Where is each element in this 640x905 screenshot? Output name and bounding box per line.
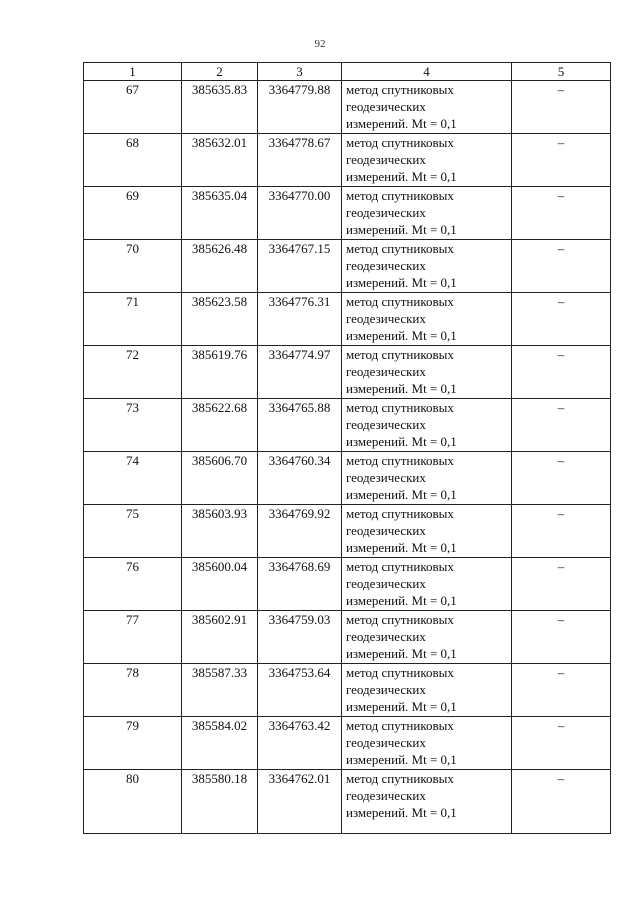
point-number-cell: 68 — [84, 134, 182, 187]
table-row — [84, 664, 611, 717]
note-cell: – — [512, 717, 611, 770]
x-coordinate-cell: 385602.91 — [182, 611, 258, 664]
note-cell: – — [512, 187, 611, 240]
method-cell — [342, 611, 512, 664]
method-line-3: измерений. Mt = 0,1 — [346, 487, 457, 502]
x-coordinate-cell: 385580.18 — [182, 770, 258, 834]
table-row — [84, 770, 611, 834]
method-line-1: метод спутниковых — [346, 612, 454, 627]
header-row — [84, 63, 611, 81]
point-number-cell: 79 — [84, 717, 182, 770]
method-line-2: геодезических — [346, 364, 426, 379]
method-line-3: измерений. Mt = 0,1 — [346, 116, 457, 131]
table-row — [84, 187, 611, 240]
table-row — [84, 346, 611, 399]
method-line-2: геодезических — [346, 788, 426, 803]
method-line-1: метод спутниковых — [346, 559, 454, 574]
note-cell: – — [512, 134, 611, 187]
x-coordinate-cell: 385587.33 — [182, 664, 258, 717]
method-line-2: геодезических — [346, 258, 426, 273]
x-coordinate-cell: 385600.04 — [182, 558, 258, 611]
table-row — [84, 134, 611, 187]
y-coordinate-cell: 3364778.67 — [258, 134, 342, 187]
table-row — [84, 399, 611, 452]
method-line-1: метод спутниковых — [346, 135, 454, 150]
x-coordinate-cell: 385623.58 — [182, 293, 258, 346]
y-coordinate-cell: 3364770.00 — [258, 187, 342, 240]
method-line-2: геодезических — [346, 311, 426, 326]
table-row — [84, 293, 611, 346]
method-line-1: метод спутниковых — [346, 453, 454, 468]
x-coordinate-cell: 385606.70 — [182, 452, 258, 505]
method-line-2: геодезических — [346, 576, 426, 591]
method-line-3: измерений. Mt = 0,1 — [346, 275, 457, 290]
x-coordinate-cell: 385635.83 — [182, 81, 258, 134]
x-coordinate-cell: 385603.93 — [182, 505, 258, 558]
note-cell: – — [512, 399, 611, 452]
table-row — [84, 505, 611, 558]
point-number-cell: 71 — [84, 293, 182, 346]
method-line-3: измерений. Mt = 0,1 — [346, 646, 457, 661]
method-line-2: геодезических — [346, 629, 426, 644]
method-cell — [342, 452, 512, 505]
note-cell: – — [512, 81, 611, 134]
y-coordinate-cell: 3364763.42 — [258, 717, 342, 770]
point-number-cell: 76 — [84, 558, 182, 611]
method-line-2: геодезических — [346, 470, 426, 485]
method-line-1: метод спутниковых — [346, 718, 454, 733]
point-number-cell: 73 — [84, 399, 182, 452]
method-line-3: измерений. Mt = 0,1 — [346, 328, 457, 343]
method-line-3: измерений. Mt = 0,1 — [346, 752, 457, 767]
table-row — [84, 611, 611, 664]
x-coordinate-cell: 385635.04 — [182, 187, 258, 240]
x-coordinate-cell: 385619.76 — [182, 346, 258, 399]
y-coordinate-cell: 3364759.03 — [258, 611, 342, 664]
x-coordinate-cell: 385626.48 — [182, 240, 258, 293]
point-number-cell: 77 — [84, 611, 182, 664]
header-col-3: 3 — [258, 63, 342, 81]
note-cell: – — [512, 558, 611, 611]
point-number-cell: 67 — [84, 81, 182, 134]
point-number-cell: 80 — [84, 770, 182, 834]
y-coordinate-cell: 3364767.15 — [258, 240, 342, 293]
method-line-3: измерений. Mt = 0,1 — [346, 805, 457, 820]
method-cell — [342, 770, 512, 834]
point-number-cell: 70 — [84, 240, 182, 293]
method-line-1: метод спутниковых — [346, 241, 454, 256]
method-line-1: метод спутниковых — [346, 347, 454, 362]
table-row — [84, 81, 611, 134]
method-line-3: измерений. Mt = 0,1 — [346, 222, 457, 237]
point-number-cell: 78 — [84, 664, 182, 717]
method-line-3: измерений. Mt = 0,1 — [346, 699, 457, 714]
method-cell — [342, 505, 512, 558]
y-coordinate-cell: 3364774.97 — [258, 346, 342, 399]
y-coordinate-cell: 3364765.88 — [258, 399, 342, 452]
method-line-2: геодезических — [346, 152, 426, 167]
method-line-2: геодезических — [346, 417, 426, 432]
y-coordinate-cell: 3364776.31 — [258, 293, 342, 346]
method-line-3: измерений. Mt = 0,1 — [346, 434, 457, 449]
point-number-cell: 69 — [84, 187, 182, 240]
method-cell — [342, 134, 512, 187]
coordinates-table — [83, 62, 611, 834]
point-number-cell: 75 — [84, 505, 182, 558]
y-coordinate-cell: 3364762.01 — [258, 770, 342, 834]
table-row — [84, 240, 611, 293]
method-line-3: измерений. Mt = 0,1 — [346, 540, 457, 555]
note-cell: – — [512, 664, 611, 717]
method-line-1: метод спутниковых — [346, 771, 454, 786]
method-line-1: метод спутниковых — [346, 294, 454, 309]
note-cell: – — [512, 240, 611, 293]
x-coordinate-cell: 385632.01 — [182, 134, 258, 187]
point-number-cell: 72 — [84, 346, 182, 399]
method-line-3: измерений. Mt = 0,1 — [346, 593, 457, 608]
x-coordinate-cell: 385584.02 — [182, 717, 258, 770]
table-row — [84, 558, 611, 611]
method-cell — [342, 240, 512, 293]
y-coordinate-cell: 3364779.88 — [258, 81, 342, 134]
note-cell: – — [512, 505, 611, 558]
method-cell — [342, 81, 512, 134]
method-cell — [342, 399, 512, 452]
y-coordinate-cell: 3364753.64 — [258, 664, 342, 717]
page-number: 92 — [314, 38, 326, 50]
method-cell — [342, 717, 512, 770]
table-row — [84, 717, 611, 770]
note-cell: – — [512, 293, 611, 346]
method-cell — [342, 346, 512, 399]
method-cell — [342, 293, 512, 346]
note-cell: – — [512, 346, 611, 399]
note-cell: – — [512, 770, 611, 834]
method-line-3: измерений. Mt = 0,1 — [346, 381, 457, 396]
method-line-1: метод спутниковых — [346, 82, 454, 97]
table-header — [84, 63, 611, 81]
table-body — [84, 81, 611, 834]
method-line-3: измерений. Mt = 0,1 — [346, 169, 457, 184]
method-line-2: геодезических — [346, 99, 426, 114]
header-col-2: 2 — [182, 63, 258, 81]
header-col-1: 1 — [84, 63, 182, 81]
method-line-2: геодезических — [346, 735, 426, 750]
x-coordinate-cell: 385622.68 — [182, 399, 258, 452]
y-coordinate-cell: 3364768.69 — [258, 558, 342, 611]
note-cell: – — [512, 452, 611, 505]
y-coordinate-cell: 3364760.34 — [258, 452, 342, 505]
method-line-2: геодезических — [346, 682, 426, 697]
method-line-1: метод спутниковых — [346, 400, 454, 415]
method-cell — [342, 664, 512, 717]
header-col-4: 4 — [342, 63, 512, 81]
method-line-2: геодезических — [346, 205, 426, 220]
method-cell — [342, 187, 512, 240]
header-col-5: 5 — [512, 63, 611, 81]
method-cell — [342, 558, 512, 611]
y-coordinate-cell: 3364769.92 — [258, 505, 342, 558]
point-number-cell: 74 — [84, 452, 182, 505]
method-line-1: метод спутниковых — [346, 665, 454, 680]
note-cell: – — [512, 611, 611, 664]
method-line-1: метод спутниковых — [346, 506, 454, 521]
table-row — [84, 452, 611, 505]
method-line-2: геодезических — [346, 523, 426, 538]
method-line-1: метод спутниковых — [346, 188, 454, 203]
